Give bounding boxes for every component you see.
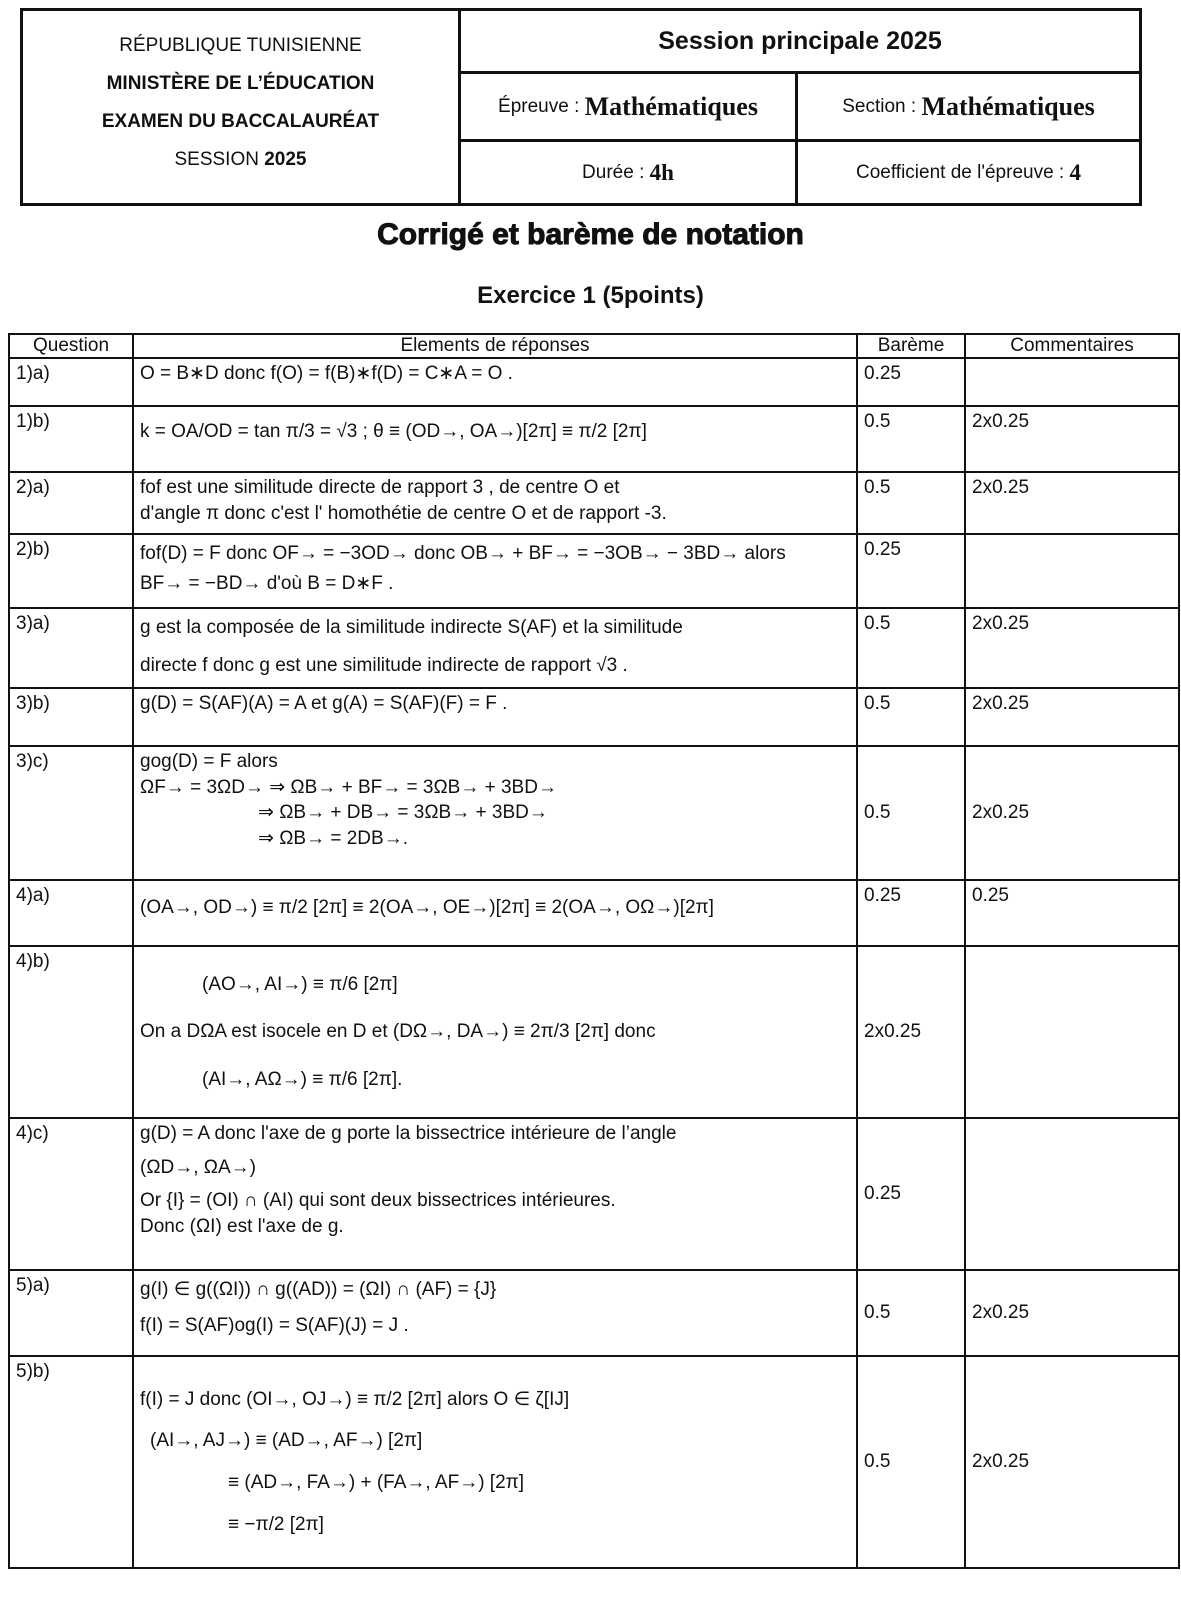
exam-header (20, 8, 1142, 206)
answer-cell: g(D) = S(AF)(A) = A et g(A) = S(AF)(F) = F . (133, 688, 857, 746)
question-cell: 2)a) (9, 472, 133, 534)
bareme-cell: 0.5 (857, 1270, 965, 1356)
table-row (9, 946, 1179, 1118)
table-row (9, 880, 1179, 946)
col-elements: Elements de réponses (133, 334, 857, 358)
republic-label: RÉPUBLIQUE TUNISIENNE (119, 35, 362, 56)
correction-table (8, 333, 1180, 1569)
bareme-cell: 2x0.25 (857, 946, 965, 1118)
question-cell: 5)b) (9, 1356, 133, 1568)
exam-label: EXAMEN DU BACCALAURÉAT (101, 111, 380, 132)
comment-cell: 2x0.25 (965, 472, 1179, 534)
comment-cell: 0.25 (965, 880, 1179, 946)
answer-cell: g est la composée de la similitude indirecte S(AF) et la similitude directe f donc g est une similitude indirecte de rapport √3 . (133, 608, 857, 688)
bareme-cell: 0.5 (857, 608, 965, 688)
answer-cell: f(I) = J donc (OI→, OJ→) ≡ π/2 [2π] alors O ∈ ζ[IJ] (AI→, AJ→) ≡ (AD→, AF→) [2π] ≡ (AD→, FA→) + (FA→, AF→) [2π] ≡ −π/2 [2π] (133, 1356, 857, 1568)
comment-cell: 2x0.25 (965, 746, 1179, 880)
comment-cell (965, 1118, 1179, 1270)
bareme-cell: 0.25 (857, 534, 965, 608)
col-question: Question (9, 334, 133, 358)
exercise-title: Exercice 1 (5points) (477, 282, 704, 309)
question-cell: 4)b) (9, 946, 133, 1118)
coef-cell: Coefficient de l'épreuve : 4 (856, 159, 1081, 185)
comment-cell: 2x0.25 (965, 608, 1179, 688)
answer-cell: O = B∗D donc f(O) = f(B)∗f(D) = C∗A = O . (133, 358, 857, 406)
answer-cell: k = OA/OD = tan π/3 = √3 ; θ ≡ (OD→, OA→)[2π] ≡ π/2 [2π] (133, 406, 857, 472)
answer-cell: g(D) = A donc l'axe de g porte la bissectrice intérieure de l’angle (ΩD→, ΩA→) Or {I} = (OI) ∩ (AI) qui sont deux bissectrices intérieures. Donc (ΩI) est l'axe de g. (133, 1118, 857, 1270)
table-row (9, 746, 1179, 880)
duree-value: 4h (649, 159, 674, 185)
bareme-cell: 0.5 (857, 406, 965, 472)
bareme-cell: 0.5 (857, 746, 965, 880)
document-title: Corrigé et barème de notation (377, 218, 804, 251)
answer-cell: (AO→, AI→) ≡ π/6 [2π] On a DΩA est isocele en D et (DΩ→, DA→) ≡ 2π/3 [2π] donc (AI→, AΩ→) ≡ π/6 [2π]. (133, 946, 857, 1118)
question-cell: 1)a) (9, 358, 133, 406)
table-row (9, 608, 1179, 688)
answer-cell: fof est une similitude directe de rapport 3 , de centre O et d'angle π donc c'est l' homothétie de centre O et de rapport -3. (133, 472, 857, 534)
answer-cell: gog(D) = F alors ΩF→ = 3ΩD→ ⇒ ΩB→ + BF→ = 3ΩB→ + 3BD→ ⇒ ΩB→ + DB→ = 3ΩB→ + 3BD→ ⇒ ΩB→ = 2DB→. (133, 746, 857, 880)
comment-cell (965, 946, 1179, 1118)
table-row (9, 1270, 1179, 1356)
duree-cell: Durée : 4h (461, 142, 798, 203)
question-cell: 3)c) (9, 746, 133, 880)
bareme-cell: 0.25 (857, 880, 965, 946)
table-row (9, 688, 1179, 746)
question-cell: 2)b) (9, 534, 133, 608)
section-value: Mathématiques (921, 91, 1095, 121)
answer-cell: g(I) ∈ g((ΩI)) ∩ g((AD)) = (ΩI) ∩ (AF) = {J} f(I) = S(AF)og(I) = S(AF)(J) = J . (133, 1270, 857, 1356)
epreuve-value: Mathématiques (584, 91, 758, 121)
session-title: Session principale 2025 (461, 11, 1139, 74)
bareme-cell: 0.25 (857, 358, 965, 406)
comment-cell: 2x0.25 (965, 1356, 1179, 1568)
bareme-cell: 0.5 (857, 1356, 965, 1568)
comment-cell (965, 358, 1179, 406)
col-commentaires: Commentaires (965, 334, 1179, 358)
question-cell: 4)a) (9, 880, 133, 946)
comment-cell: 2x0.25 (965, 406, 1179, 472)
bareme-cell: 0.5 (857, 688, 965, 746)
table-row (9, 406, 1179, 472)
section-cell: Section : Mathématiques (798, 74, 1139, 142)
table-header-row (9, 334, 1179, 358)
comment-cell (965, 534, 1179, 608)
question-cell: 1)b) (9, 406, 133, 472)
question-cell: 3)a) (9, 608, 133, 688)
table-row (9, 1356, 1179, 1568)
comment-cell: 2x0.25 (965, 688, 1179, 746)
answer-cell: (OA→, OD→) ≡ π/2 [2π] ≡ 2(OA→, OE→)[2π] ≡ 2(OA→, OΩ→)[2π] (133, 880, 857, 946)
ministry-label: MINISTÈRE DE L’ÉDUCATION (106, 73, 375, 94)
table-row (9, 358, 1179, 406)
table-row (9, 472, 1179, 534)
table-row (9, 534, 1179, 608)
header-institution (23, 11, 461, 203)
question-cell: 4)c) (9, 1118, 133, 1270)
bareme-cell: 0.5 (857, 472, 965, 534)
header-exam-info (461, 11, 1139, 203)
question-cell: 5)a) (9, 1270, 133, 1356)
coef-value: 4 (1069, 159, 1081, 185)
table-row (9, 1118, 1179, 1270)
col-bareme: Barème (857, 334, 965, 358)
comment-cell: 2x0.25 (965, 1270, 1179, 1356)
session-label: SESSION 2025 (174, 149, 307, 170)
epreuve-cell: Épreuve : Mathématiques (461, 74, 798, 142)
question-cell: 3)b) (9, 688, 133, 746)
answer-cell: fof(D) = F donc OF→ = −3OD→ donc OB→ + BF→ = −3OB→ − 3BD→ alors BF→ = −BD→ d'où B = D∗F . (133, 534, 857, 608)
bareme-cell: 0.25 (857, 1118, 965, 1270)
